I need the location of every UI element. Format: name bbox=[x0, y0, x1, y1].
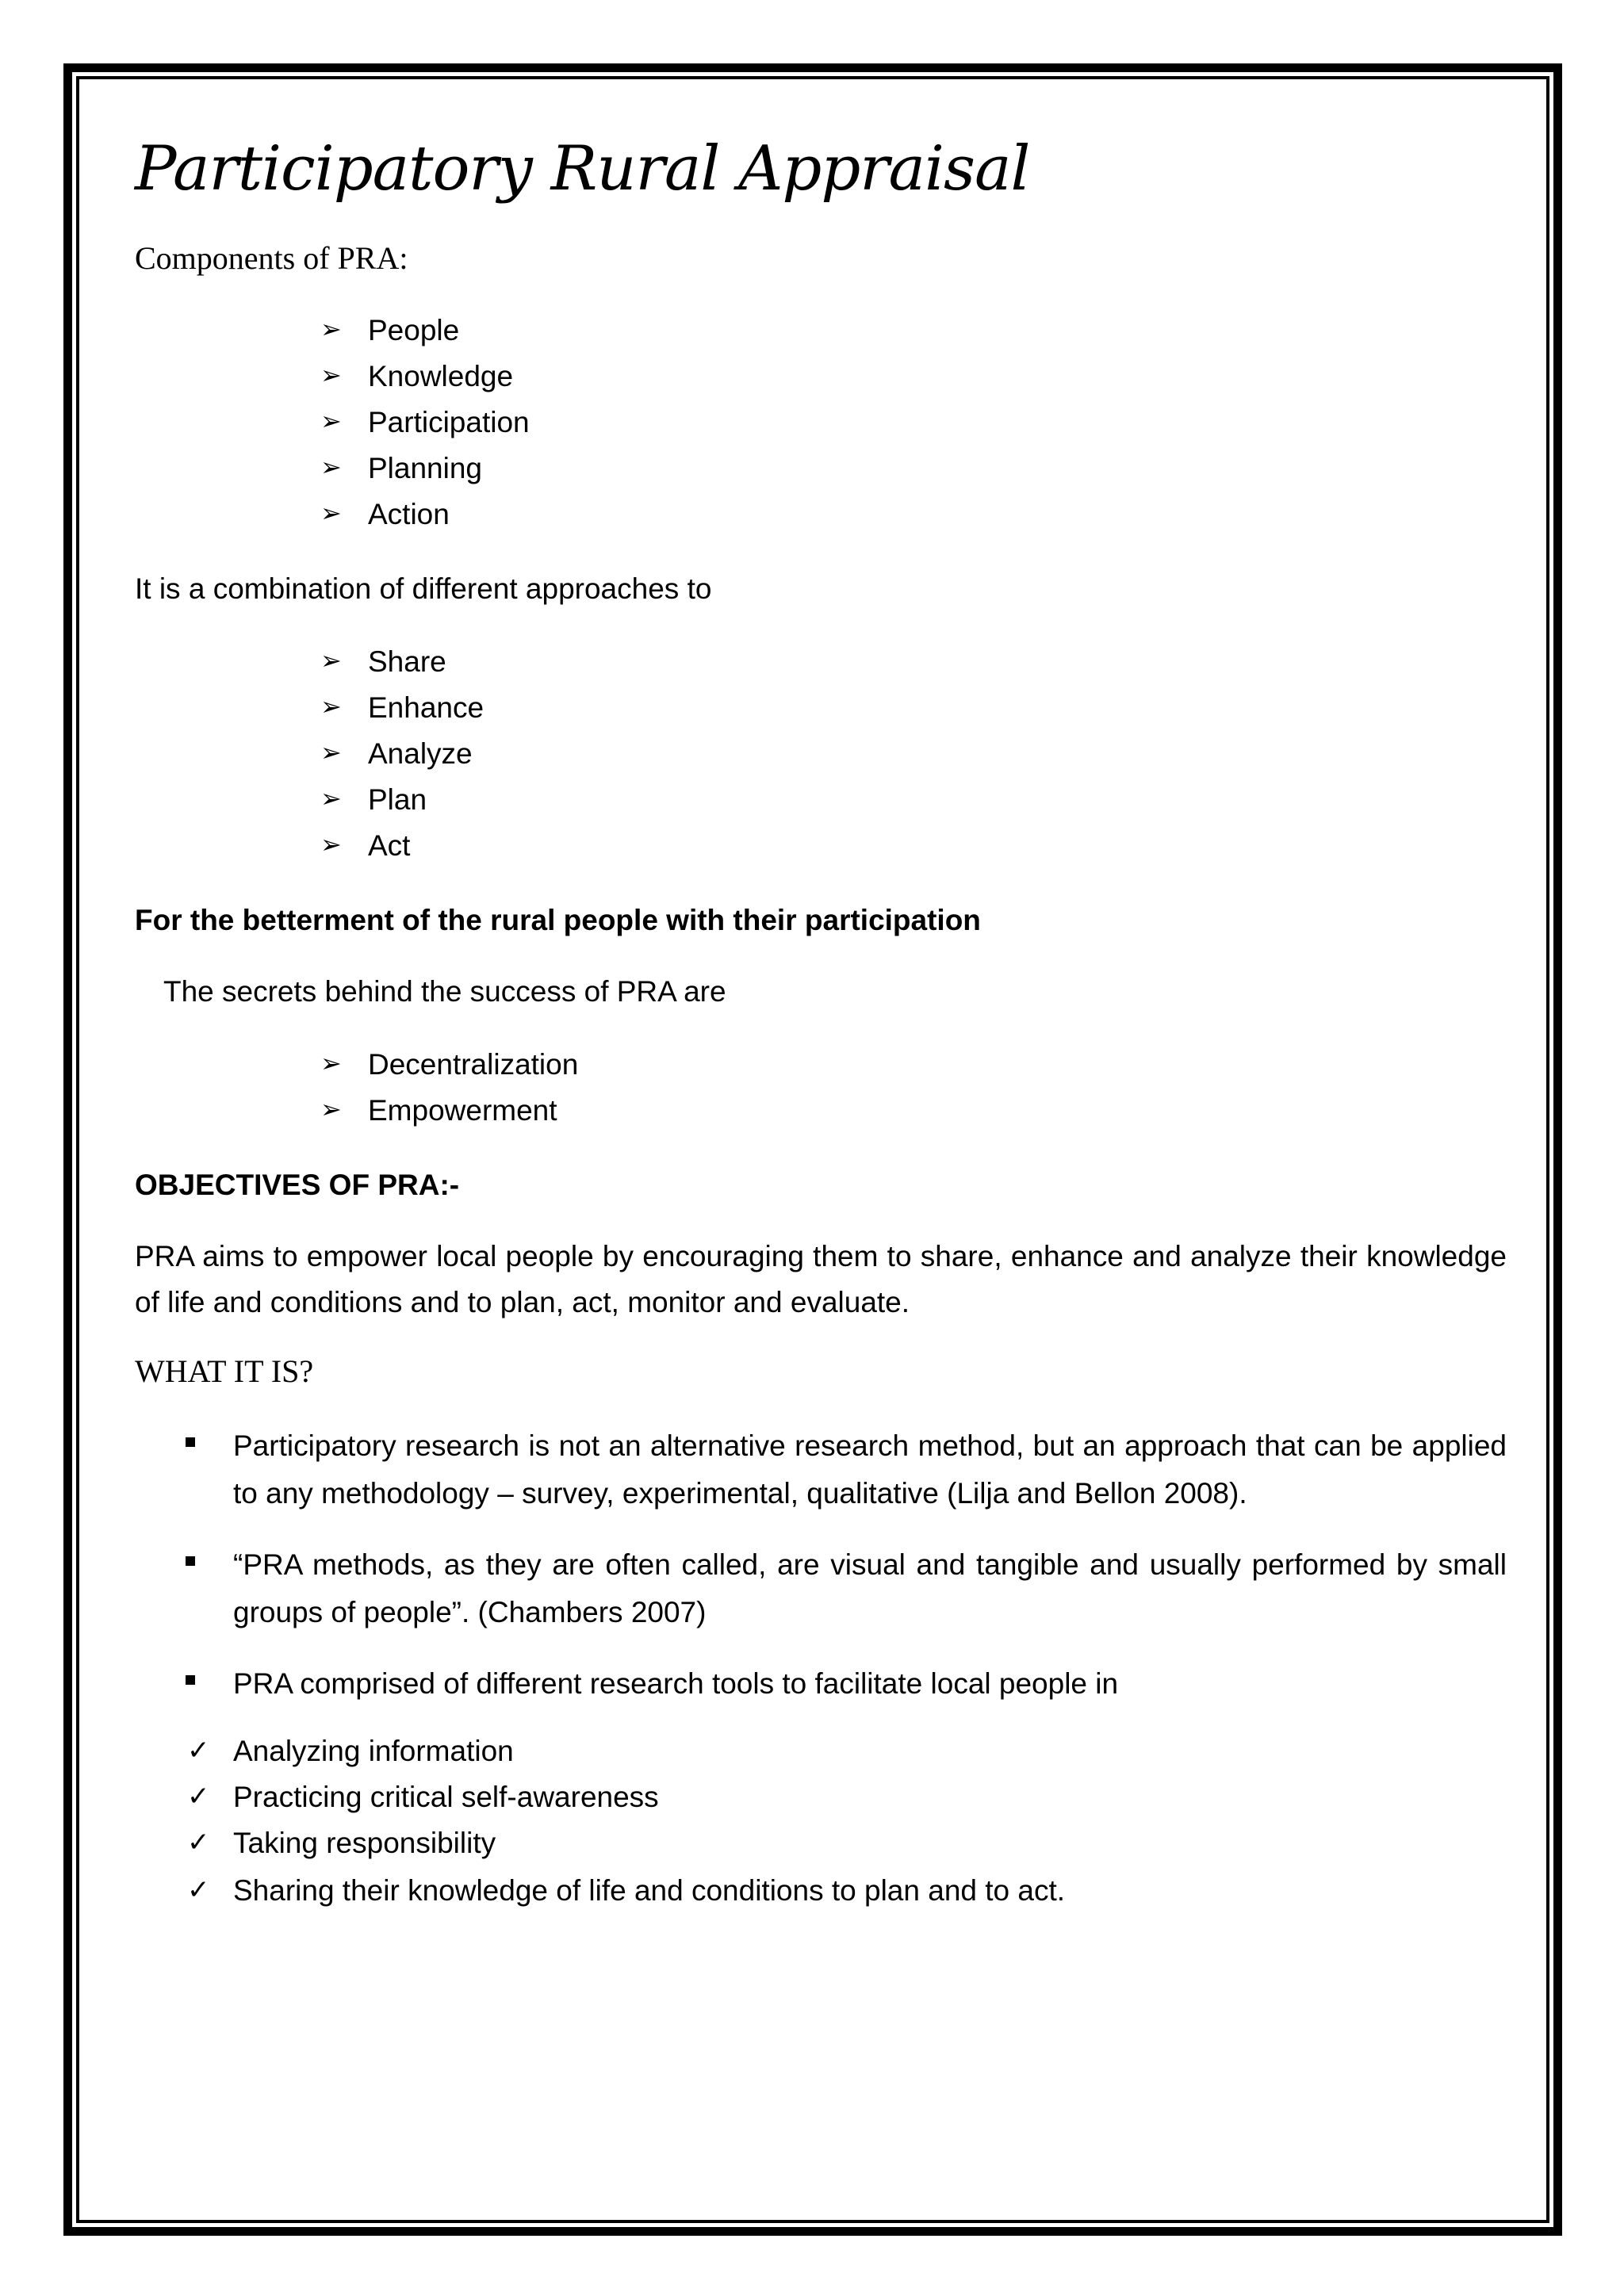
components-heading: Components of PRA: bbox=[135, 240, 408, 276]
list-item: ➢ Planning bbox=[320, 452, 483, 484]
list-item: ➢ Share bbox=[320, 645, 446, 678]
list-item: ➢ People bbox=[320, 314, 460, 346]
list-item: ➢ Enhance bbox=[320, 691, 485, 724]
list-item: ➢ Analyze bbox=[320, 737, 473, 770]
list-item: ➢ Participation bbox=[320, 406, 530, 438]
square-bullet-icon bbox=[186, 1674, 195, 1689]
what-bullet-2: “PRA methods, as they are often called, are visual and tangible and usually performed by small groups of people”. (Chambers 2007) bbox=[233, 1548, 1507, 1628]
checkmark-icon: ✓ bbox=[187, 1827, 210, 1858]
arrow-bullet-icon: ➢ bbox=[320, 1094, 342, 1124]
checkmark-icon: ✓ bbox=[187, 1735, 210, 1766]
arrow-bullet-icon: ➢ bbox=[320, 452, 342, 482]
list-item: ➢ Knowledge bbox=[320, 360, 514, 392]
arrow-bullet-icon: ➢ bbox=[320, 406, 342, 436]
arrow-bullet-icon: ➢ bbox=[320, 314, 342, 344]
list-item: ✓ Analyzing information bbox=[187, 1735, 514, 1767]
page-title: Participatory Rural Appraisal bbox=[135, 133, 1030, 205]
arrow-bullet-icon: ➢ bbox=[320, 1048, 342, 1078]
arrow-bullet-icon: ➢ bbox=[320, 360, 342, 390]
list-item: ✓ Taking responsibility bbox=[187, 1827, 496, 1859]
objectives-heading: OBJECTIVES OF PRA:- bbox=[135, 1169, 460, 1201]
square-bullet-icon bbox=[186, 1437, 195, 1451]
arrow-bullet-icon: ➢ bbox=[320, 645, 342, 675]
list-item: ➢ Plan bbox=[320, 783, 427, 816]
what-bullet-3: PRA comprised of different research tools to facilitate local people in bbox=[233, 1667, 1119, 1700]
objectives-paragraph: PRA aims to empower local people by encouraging them to share, enhance and analyze their knowledge of life and conditions and to plan, act, monitor and evaluate. bbox=[135, 1240, 1507, 1318]
list-item: ➢ Empowerment bbox=[320, 1094, 557, 1127]
betterment-line: For the betterment of the rural people with their participation bbox=[135, 904, 981, 936]
what-heading: WHAT IT IS? bbox=[135, 1353, 314, 1389]
checkmark-icon: ✓ bbox=[187, 1874, 210, 1906]
list-item: ✓ Practicing critical self-awareness bbox=[187, 1781, 659, 1813]
list-item: ➢ Decentralization bbox=[320, 1048, 579, 1081]
what-bullet-1: Participatory research is not an alternative research method, but an approach that can be applied to any methodology – survey, experimental, qualitative (Lilja and Bellon 2008). bbox=[233, 1429, 1507, 1510]
arrow-bullet-icon: ➢ bbox=[320, 691, 342, 721]
list-item: ✓ Sharing their knowledge of life and conditions to plan and to act. bbox=[187, 1874, 1066, 1907]
list-item: ➢ Action bbox=[320, 498, 450, 530]
arrow-bullet-icon: ➢ bbox=[320, 498, 342, 528]
list-item: ➢ Act bbox=[320, 829, 411, 862]
arrow-bullet-icon: ➢ bbox=[320, 737, 342, 767]
checkmark-icon: ✓ bbox=[187, 1781, 210, 1812]
combination-intro: It is a combination of different approaches to bbox=[135, 572, 712, 605]
arrow-bullet-icon: ➢ bbox=[320, 829, 342, 859]
secrets-intro: The secrets behind the success of PRA are bbox=[163, 975, 726, 1008]
arrow-bullet-icon: ➢ bbox=[320, 783, 342, 813]
square-bullet-icon bbox=[186, 1556, 195, 1570]
